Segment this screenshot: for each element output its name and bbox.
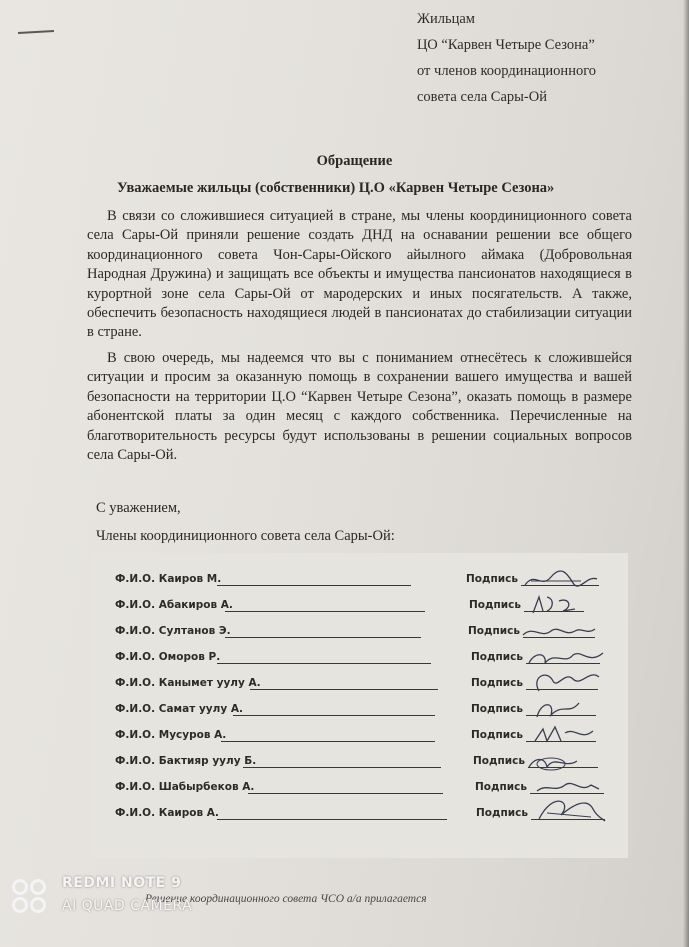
handwritten-signature xyxy=(533,795,607,825)
handwritten-signature xyxy=(521,569,601,591)
addressee-line: совета села Сары-Ой xyxy=(417,89,547,105)
signatory-name: Ф.И.О. Каиров А. xyxy=(115,807,219,819)
addressee-line: ЦО “Карвен Четыре Сезона” xyxy=(417,37,595,53)
signatory-name: Ф.И.О. Бактияр уулу Б. xyxy=(115,755,257,767)
signature-label: Подпись xyxy=(466,573,518,585)
document-subtitle: Уважаемые жильцы (собственники) Ц.О «Карвен Четыре Сезона» xyxy=(117,180,555,196)
signatory-name: Ф.И.О. Абакиров А. xyxy=(115,599,233,611)
signature-row xyxy=(93,749,628,771)
signature-row xyxy=(93,801,628,823)
name-underline xyxy=(248,793,443,794)
signature-label: Подпись xyxy=(471,651,523,663)
addressee-line: Жильцам xyxy=(417,11,475,27)
page-edge-shadow xyxy=(683,0,689,947)
signatory-name: Ф.И.О. Канымет уулу А. xyxy=(115,677,261,689)
signatory-name: Ф.И.О. Мусуров А. xyxy=(115,729,227,741)
signatory-name: Ф.И.О. Оморов Р. xyxy=(115,651,221,663)
signature-row xyxy=(93,671,628,693)
signatory-name: Ф.И.О. Самат уулу А. xyxy=(115,703,243,715)
body-paragraph: В связи со сложившиеся ситуацией в стране, мы члены координиционного совета села Сары-Ой приняли решение создать ДНД на оснавании решении все общего координационного совета Чон-Сары-Ойского айылного аймака (Добровольная Народная Дружина) и защищать все объекты и имущества пансионатов находящиеся в курортной зоне села Сары-Ой от мародерских и иных посягательств. А также, обеспечить безопасность находящиеся людей в пансионатах до стабилизации ситуации в стране. xyxy=(87,208,632,341)
signature-row xyxy=(93,619,628,641)
watermark-camera: AI QUAD CAMERA xyxy=(62,898,193,914)
signature-label: Подпись xyxy=(475,781,527,793)
footer-note: Решение координационного совета ЧСО а/а прилагается xyxy=(145,893,427,905)
signature-row xyxy=(93,775,628,797)
signature-label: Подпись xyxy=(469,599,521,611)
handwritten-signature xyxy=(521,621,597,643)
signature-label: Подпись xyxy=(471,703,523,715)
body-paragraph: В свою очередь, мы надеемся что вы с пониманием отнесётесь к сложившейся ситуации и просим за оказанную помощь в сохранении вашего имущества и вашей безопасности на территории Ц.О “Карвен Четыре Сезона”, оказать помощь в размере абонентской платы за один месяц с каждого собственника. Перечисленные на благотворительность ресурсы будут использованы в решении социальных вопросов села Сары-Ой. xyxy=(87,350,632,464)
signature-label: Подпись xyxy=(468,625,520,637)
signatory-name: Ф.И.О. Шабырбеков А. xyxy=(115,781,255,793)
name-underline xyxy=(217,585,411,586)
signature-row xyxy=(93,697,628,719)
name-underline xyxy=(233,715,435,716)
document-title: Обращение xyxy=(316,153,393,169)
signatory-name: Ф.И.О. Султанов Э. xyxy=(115,625,231,637)
signature-label: Подпись xyxy=(476,807,528,819)
name-underline xyxy=(217,663,431,664)
handwritten-signature xyxy=(533,667,603,695)
name-underline xyxy=(243,767,441,768)
handwritten-signature xyxy=(533,697,583,721)
handwritten-signature xyxy=(529,593,579,617)
addressee-line: от членов координационного xyxy=(417,63,597,79)
closing-regards: С уважением, xyxy=(96,500,181,516)
name-underline xyxy=(225,611,425,612)
signature-row xyxy=(93,593,628,615)
signature-row xyxy=(93,723,628,745)
pen-mark xyxy=(18,30,54,34)
closing-members: Члены координиционного совета села Сары-Ой: xyxy=(96,528,395,544)
addressee-block xyxy=(417,6,677,110)
signature-label: Подпись xyxy=(473,755,525,767)
quad-camera-icon xyxy=(10,877,50,915)
name-underline xyxy=(225,637,421,638)
handwritten-signature xyxy=(525,647,605,669)
signature-label: Подпись xyxy=(471,677,523,689)
signature-row xyxy=(93,567,628,589)
signature-row xyxy=(93,645,628,667)
name-underline xyxy=(221,741,435,742)
signature-label: Подпись xyxy=(471,729,523,741)
name-underline xyxy=(250,689,438,690)
handwritten-signature xyxy=(531,723,597,747)
signatory-name: Ф.И.О. Каиров М. xyxy=(115,573,222,585)
signature-table xyxy=(93,553,628,858)
camera-watermark xyxy=(10,875,230,919)
handwritten-signature xyxy=(525,753,581,773)
watermark-model: REDMI NOTE 9 xyxy=(62,875,182,891)
name-underline xyxy=(217,819,447,820)
